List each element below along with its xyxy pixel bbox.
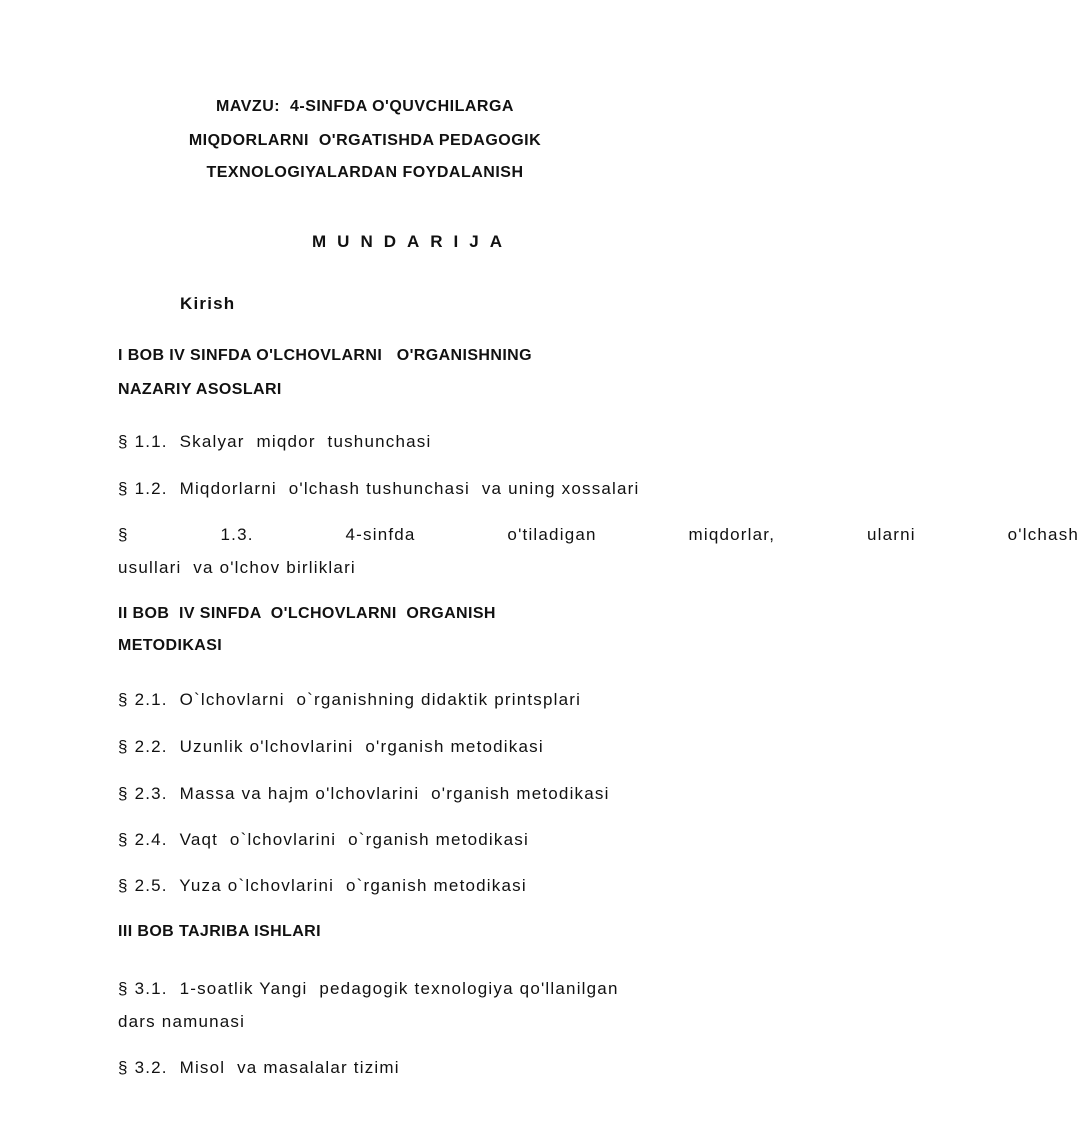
toc-entry-2-2: § 2.2. Uzunlik o'lchovlarini o'rganish metodikasi [118, 737, 544, 756]
toc-intro: Kirish [180, 294, 236, 313]
toc-entry-1-1: § 1.1. Skalyar miqdor tushunchasi [118, 432, 432, 451]
toc-entry-3-1-line1: § 3.1. 1-soatlik Yangi pedagogik texnologiya qo'llanilgan [118, 979, 619, 998]
toc-entry-1-3-line2: usullari va o'lchov birliklari [118, 558, 356, 577]
chapter2-heading-line1: II BOB IV SINFDA O'LCHOVLARNI ORGANISH [118, 605, 496, 622]
chapter3-heading: III BOB TAJRIBA ISHLARI [118, 923, 321, 940]
toc-entry-2-1: § 2.1. O`lchovlarni o`rganishning didaktik printsplari [118, 690, 582, 709]
title-line-2: MIQDORLARNI O'RGATISHDA PEDAGOGIK [188, 132, 542, 149]
chapter1-heading-line1: I BOB IV SINFDA O'LCHOVLARNI O'RGANISHNING [118, 347, 532, 364]
toc-entry-3-1-line2: dars namunasi [118, 1012, 246, 1031]
toc-entry-2-5: § 2.5. Yuza o`lchovlarini o`rganish metodikasi [118, 876, 527, 895]
toc-entry-1-2: § 1.2. Miqdorlarni o'lchash tushunchasi va uning xossalari [118, 479, 640, 498]
toc-entry-2-3: § 2.3. Massa va hajm o'lchovlarini o'rganish metodikasi [118, 784, 610, 803]
title-line-1: MAVZU: 4-SINFDA O'QUVCHILARGA [216, 98, 514, 115]
toc-entry-2-4: § 2.4. Vaqt o`lchovlarini o`rganish metodikasi [118, 830, 529, 849]
toc-entry-3-2: § 3.2. Misol va masalalar tizimi [118, 1058, 400, 1077]
chapter2-heading-line2: METODIKASI [118, 637, 223, 654]
toc-heading: MUNDARIJA [312, 232, 513, 251]
title-line-3: TEXNOLOGIYALARDAN FOYDALANISH [206, 164, 524, 181]
toc-entry-1-3-line1: § 1.3. 4-sinfda o'tiladigan miqdorlar, ularni o'lchash [118, 525, 1079, 544]
chapter1-heading-line2: NAZARIY ASOSLARI [118, 381, 282, 398]
